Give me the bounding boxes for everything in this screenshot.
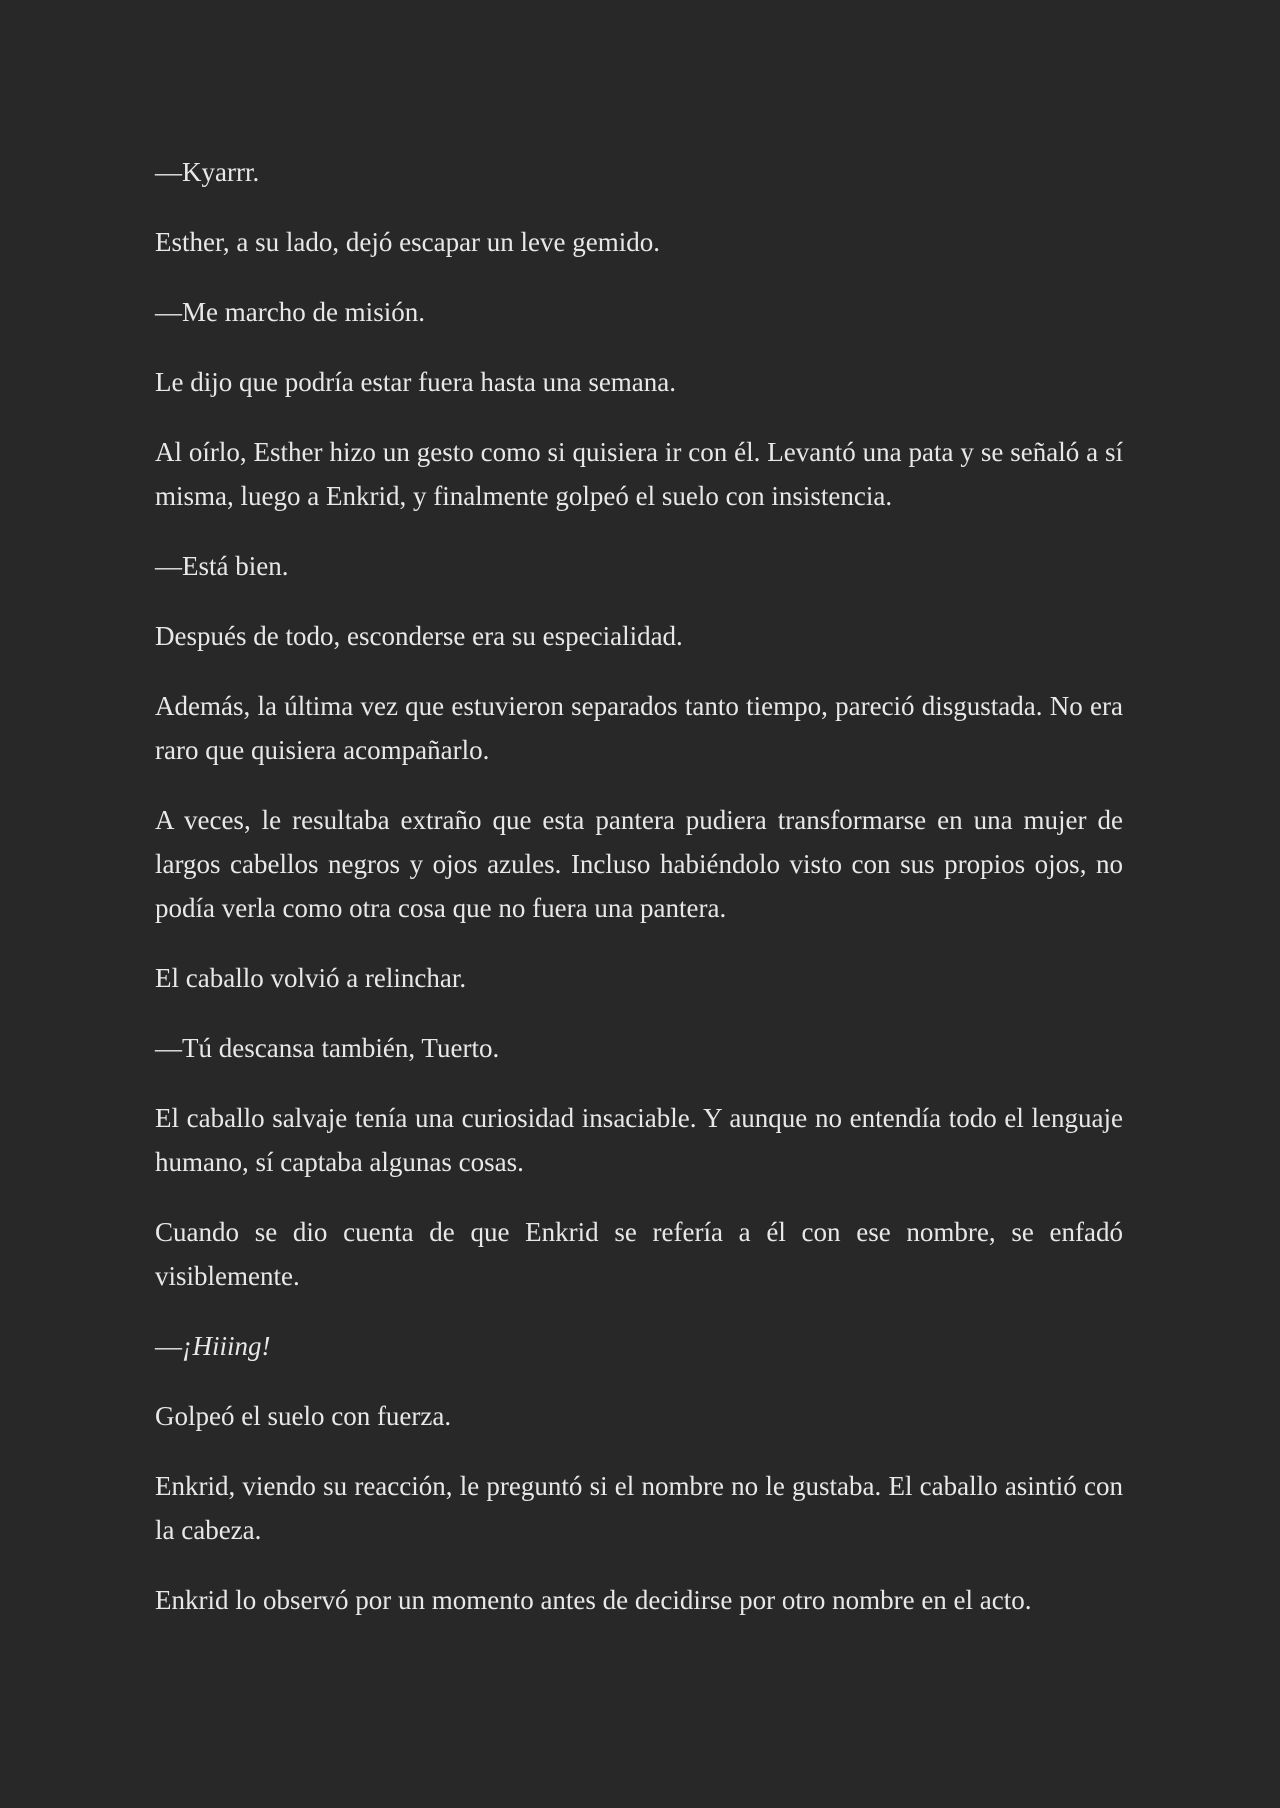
paragraph: Enkrid lo observó por un momento antes de decidirse por otro nombre en el acto. [155, 1585, 1032, 1615]
paragraph: —Está bien. [155, 551, 289, 581]
paragraph: —Kyarrr. [155, 157, 260, 187]
paragraph: A veces, le resultaba extraño que esta pantera pudiera transformarse en una mujer de largos cabellos negros y ojos azules. Incluso habiéndolo visto con sus propios ojos, no podía verla como otra cosa que no fuera una pantera. [155, 805, 1123, 923]
paragraph: Enkrid, viendo su reacción, le preguntó si el nombre no le gustaba. El caballo asintió con la cabeza. [155, 1471, 1123, 1545]
paragraph: Cuando se dio cuenta de que Enkrid se refería a él con ese nombre, se enfadó visiblemente. [155, 1217, 1123, 1291]
em-dash: — [155, 1331, 182, 1361]
exclamation-paragraph [155, 1324, 1123, 1368]
paragraph: —Tú descansa también, Tuerto. [155, 1033, 500, 1063]
reading-page [155, 150, 1123, 1648]
paragraph: Le dijo que podría estar fuera hasta una semana. [155, 367, 677, 397]
paragraph: Al oírlo, Esther hizo un gesto como si quisiera ir con él. Levantó una pata y se señaló a sí misma, luego a Enkrid, y finalmente golpeó el suelo con insistencia. [155, 437, 1123, 511]
paragraph: El caballo volvió a relinchar. [155, 963, 467, 993]
paragraph: Después de todo, esconderse era su especialidad. [155, 621, 683, 651]
paragraph: El caballo salvaje tenía una curiosidad insaciable. Y aunque no entendía todo el lenguaje humano, sí captaba algunas cosas. [155, 1103, 1123, 1177]
paragraph: Esther, a su lado, dejó escapar un leve gemido. [155, 227, 660, 257]
paragraph: —Me marcho de misión. [155, 297, 425, 327]
italic-exclamation: ¡Hiiing! [182, 1331, 271, 1361]
paragraph: Golpeó el suelo con fuerza. [155, 1401, 452, 1431]
paragraph: Además, la última vez que estuvieron separados tanto tiempo, pareció disgustada. No era raro que quisiera acompañarlo. [155, 691, 1123, 765]
